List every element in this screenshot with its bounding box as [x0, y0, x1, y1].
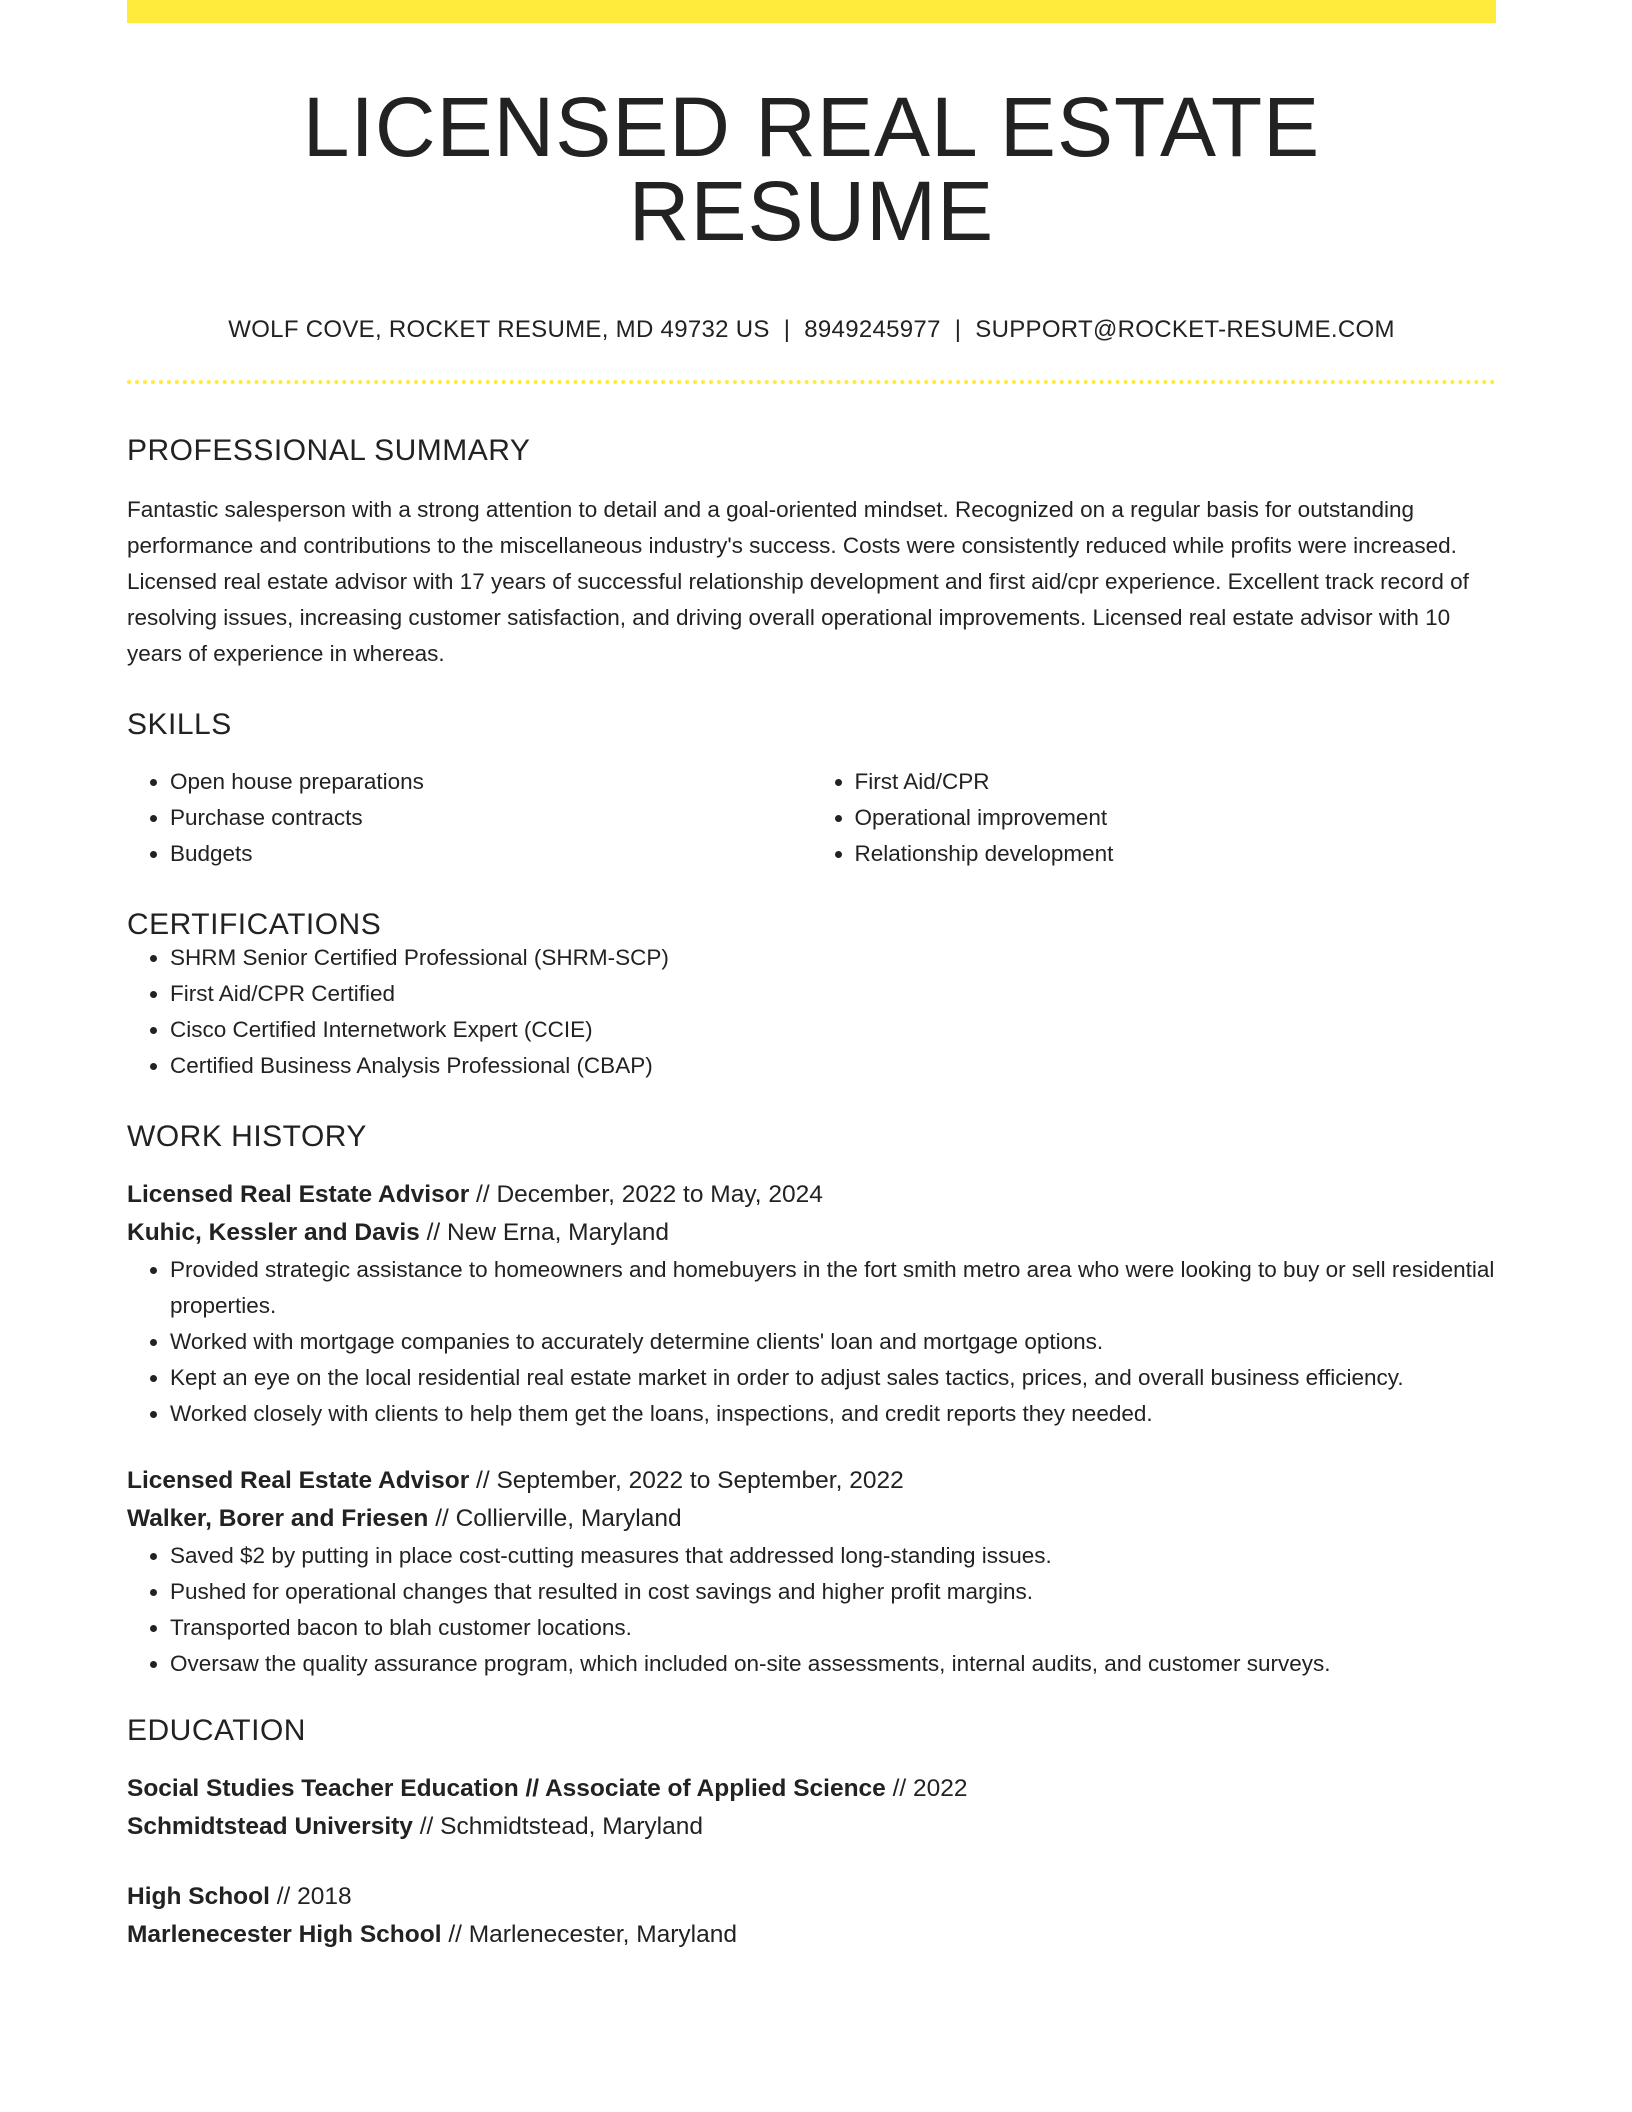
certification-item: • Cisco Certified Internetwork Expert (CCIE): [170, 1012, 1496, 1048]
certifications-list: [127, 940, 1496, 1084]
education-degree-line: [127, 1878, 1496, 1916]
skill-item: • Relationship development: [855, 836, 1497, 872]
job-dates: // December, 2022 to May, 2024: [476, 1181, 823, 1208]
education-degree: High School: [127, 1883, 270, 1910]
dotted-divider: [127, 380, 1496, 384]
phone[interactable]: 8949245977: [804, 316, 941, 343]
job-bullet: • Worked closely with clients to help them get the loans, inspections, and credit reports they needed.: [170, 1396, 1496, 1432]
work-history-heading: WORK HISTORY: [127, 1120, 367, 1153]
job-bullet: • Provided strategic assistance to homeowners and homebuyers in the fort smith metro area who were looking to buy or sell residential properties.: [170, 1252, 1496, 1324]
contact-line: [127, 318, 1496, 342]
certification-item: • Certified Business Analysis Professional (CBAP): [170, 1048, 1496, 1084]
job-entry-2-bullets: [127, 1538, 1496, 1682]
job-title-line: [127, 1462, 1496, 1500]
job-bullet: • Transported bacon to blah customer locations.: [170, 1610, 1496, 1646]
summary-text: Fantastic salesperson with a strong attention to detail and a goal-oriented mindset. Recognized on a regular basis for outstanding performance and contributions to the miscellaneous industry's success. Costs were consistently reduced while profits were increased. Licensed real estate advisor with 17 years of successful relationship development and first aid/cpr experience. Excellent track record of resolving issues, increasing customer satisfaction, and driving overall operational improvements. Licensed real estate advisor with 10 years of experience in whereas.: [127, 497, 1469, 666]
skill-item: • Budgets: [170, 836, 812, 872]
education-heading: EDUCATION: [127, 1714, 306, 1747]
job-entry-1-header: [127, 1176, 1496, 1252]
job-entry-1-bullets: [127, 1252, 1496, 1432]
education-degree-line: [127, 1770, 1496, 1808]
certifications-heading: CERTIFICATIONS: [127, 908, 382, 941]
education-location: // Schmidtstead, Maryland: [419, 1813, 703, 1840]
job-location: // Collierville, Maryland: [435, 1505, 682, 1532]
education-year: // 2018: [276, 1883, 352, 1910]
skills-left-column: [127, 764, 812, 872]
education-school-line: [127, 1916, 1496, 1954]
contact-separator: |: [783, 316, 791, 343]
skills-right-column: [812, 764, 1497, 872]
skill-item: • First Aid/CPR: [855, 764, 1497, 800]
address: WOLF COVE, ROCKET RESUME, MD 49732 US: [228, 316, 770, 343]
skill-item: • Purchase contracts: [170, 800, 812, 836]
education-school-line: [127, 1808, 1496, 1846]
job-bullet: • Saved $2 by putting in place cost-cutting measures that addressed long-standing issues.: [170, 1538, 1496, 1574]
education-entry-1: [127, 1770, 1496, 1846]
skill-item: • Open house preparations: [170, 764, 812, 800]
job-entry-2-header: [127, 1462, 1496, 1538]
job-role: Licensed Real Estate Advisor: [127, 1181, 470, 1208]
certification-item: • SHRM Senior Certified Professional (SHRM-SCP): [170, 940, 1496, 976]
summary-heading: PROFESSIONAL SUMMARY: [127, 434, 531, 467]
job-company: Kuhic, Kessler and Davis: [127, 1219, 420, 1246]
resume-page: [127, 0, 1496, 1954]
job-location: // New Erna, Maryland: [426, 1219, 669, 1246]
skills-heading: SKILLS: [127, 708, 232, 741]
education-location: // Marlenecester, Maryland: [448, 1921, 738, 1948]
education-entry-2: [127, 1878, 1496, 1954]
job-company: Walker, Borer and Friesen: [127, 1505, 429, 1532]
job-bullet: • Worked with mortgage companies to accurately determine clients' loan and mortgage options.: [170, 1324, 1496, 1360]
job-title-line: [127, 1176, 1496, 1214]
contact-separator: |: [954, 316, 962, 343]
skills-list: [127, 764, 1496, 872]
resume-title: LICENSED REAL ESTATE RESUME: [302, 80, 1321, 258]
job-bullet: • Oversaw the quality assurance program, which included on-site assessments, internal audits, and customer surveys.: [170, 1646, 1496, 1682]
job-company-line: [127, 1500, 1496, 1538]
education-degree: Social Studies Teacher Education // Associate of Applied Science: [127, 1775, 886, 1802]
job-bullet: • Kept an eye on the local residential real estate market in order to adjust sales tactics, prices, and overall business efficiency.: [170, 1360, 1496, 1396]
email[interactable]: SUPPORT@ROCKET-RESUME.COM: [975, 316, 1395, 343]
job-dates: // September, 2022 to September, 2022: [476, 1467, 904, 1494]
skill-item: • Operational improvement: [855, 800, 1497, 836]
education-year: // 2022: [892, 1775, 968, 1802]
top-accent-bar: [127, 0, 1496, 23]
education-school: Marlenecester High School: [127, 1921, 442, 1948]
job-company-line: [127, 1214, 1496, 1252]
certification-item: • First Aid/CPR Certified: [170, 976, 1496, 1012]
job-role: Licensed Real Estate Advisor: [127, 1467, 470, 1494]
job-bullet: • Pushed for operational changes that resulted in cost savings and higher profit margins.: [170, 1574, 1496, 1610]
education-school: Schmidtstead University: [127, 1813, 413, 1840]
